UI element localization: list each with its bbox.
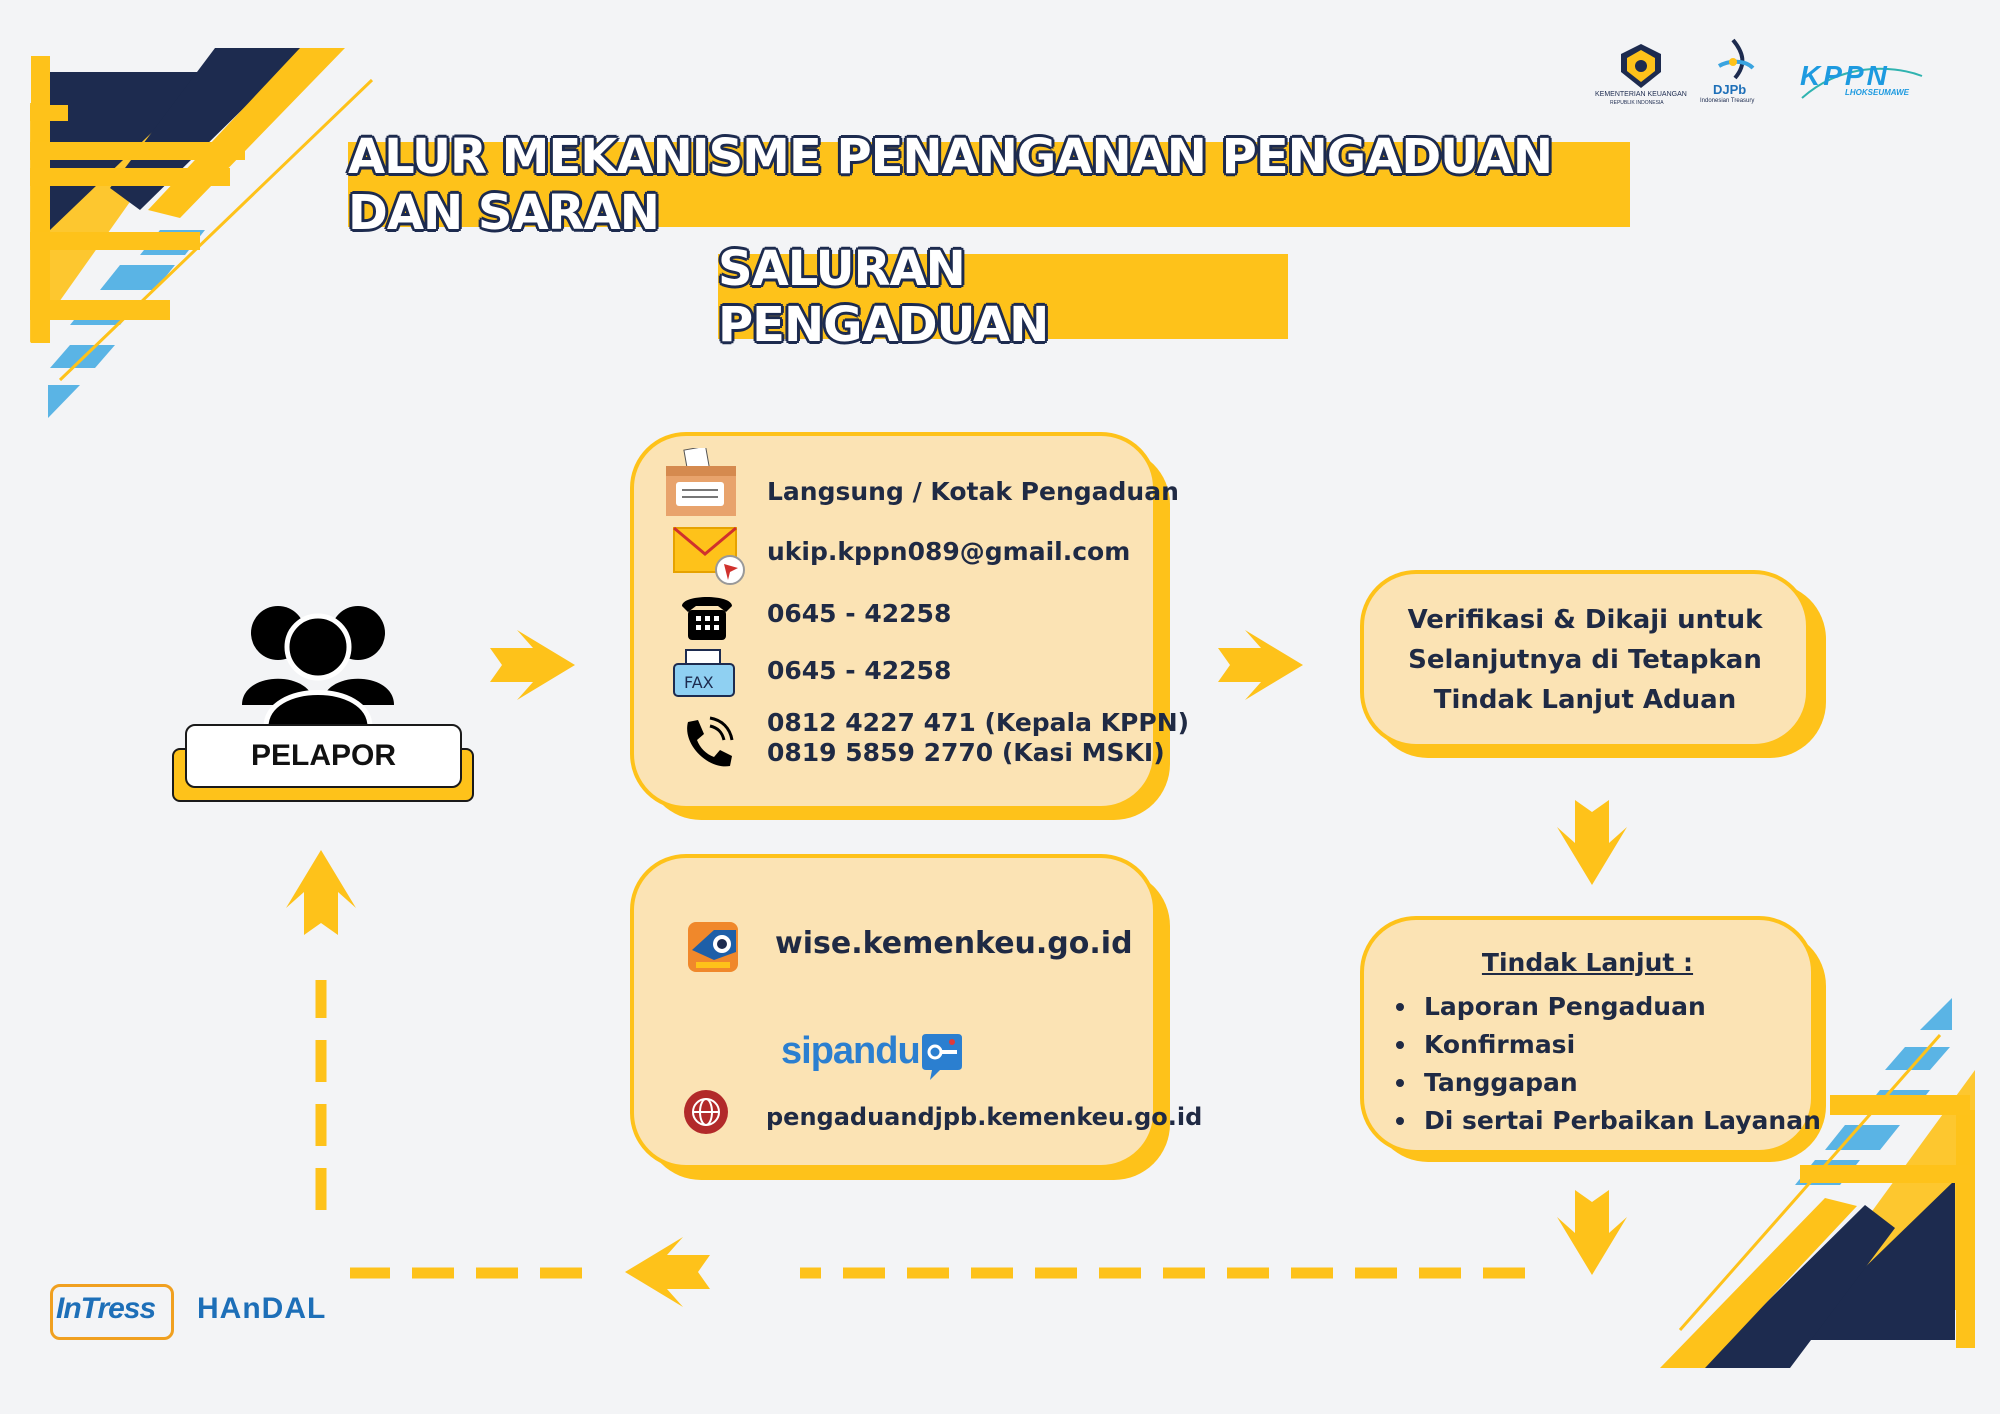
follow-up-heading: Tindak Lanjut : [1481, 948, 1694, 977]
channel-direct-text: Langsung / Kotak Pengaduan [767, 477, 1179, 506]
arrow-down-icon [1557, 800, 1627, 885]
follow-up-item: Di sertai Perbaikan Layanan [1392, 1102, 1821, 1140]
page-subtitle: SALURAN PENGADUAN [718, 240, 1049, 353]
channel-mobile-line2: 0819 5859 2770 (Kasi MSKI) [767, 738, 1165, 767]
channel-fax-text: 0645 - 42258 [767, 656, 952, 685]
handal-logo: HAnDAL [197, 1292, 327, 1325]
follow-up-item: Konfirmasi [1392, 1026, 1821, 1064]
kemenkeu-logo-line1: KEMENTERIAN KEUANGAN [1595, 91, 1687, 98]
follow-up-item: Laporan Pengaduan [1392, 988, 1821, 1026]
djpb-logo-tagline: Indonesian Treasury [1700, 98, 1755, 104]
kemenkeu-logo-line2: REPUBLIK INDONESIA [1610, 100, 1664, 106]
arrow-right-icon [1218, 630, 1303, 700]
channel-email-text: ukip.kppn089@gmail.com [767, 537, 1131, 566]
wise-link-text[interactable]: wise.kemenkeu.go.id [775, 926, 1133, 961]
sipandu-logo-text: sipandu [781, 1030, 920, 1072]
web-link-text[interactable]: pengaduandjpb.kemenkeu.go.id [766, 1103, 1203, 1131]
svg-text:FAX: FAX [684, 673, 714, 692]
verification-line2: Selanjutnya di Tetapkan [1408, 645, 1762, 675]
page-title: ALUR MEKANISME PENANGANAN PENGADUAN DAN SARAN [348, 128, 1552, 241]
arrow-right-icon [490, 630, 575, 700]
channel-mobile-line1: 0812 4227 471 (Kepala KPPN) [767, 708, 1190, 737]
arrow-down-icon [1557, 1190, 1627, 1275]
djpb-logo-name: DJPb [1713, 82, 1747, 97]
arrow-left-icon [625, 1237, 710, 1307]
reporter-label: PELAPOR [185, 724, 462, 788]
kppn-logo-city: LHOKSEUMAWE [1845, 88, 1909, 97]
kppn-logo-name: KPPN [1800, 60, 1890, 91]
verification-line3: Tindak Lanjut Aduan [1433, 685, 1737, 715]
intress-logo-text: InTress [56, 1292, 156, 1325]
verification-line1: Verifikasi & Dikaji untuk [1407, 605, 1763, 635]
follow-up-item: Tanggapan [1392, 1064, 1821, 1102]
channel-phone-text: 0645 - 42258 [767, 599, 952, 628]
arrow-up-icon [286, 850, 356, 935]
